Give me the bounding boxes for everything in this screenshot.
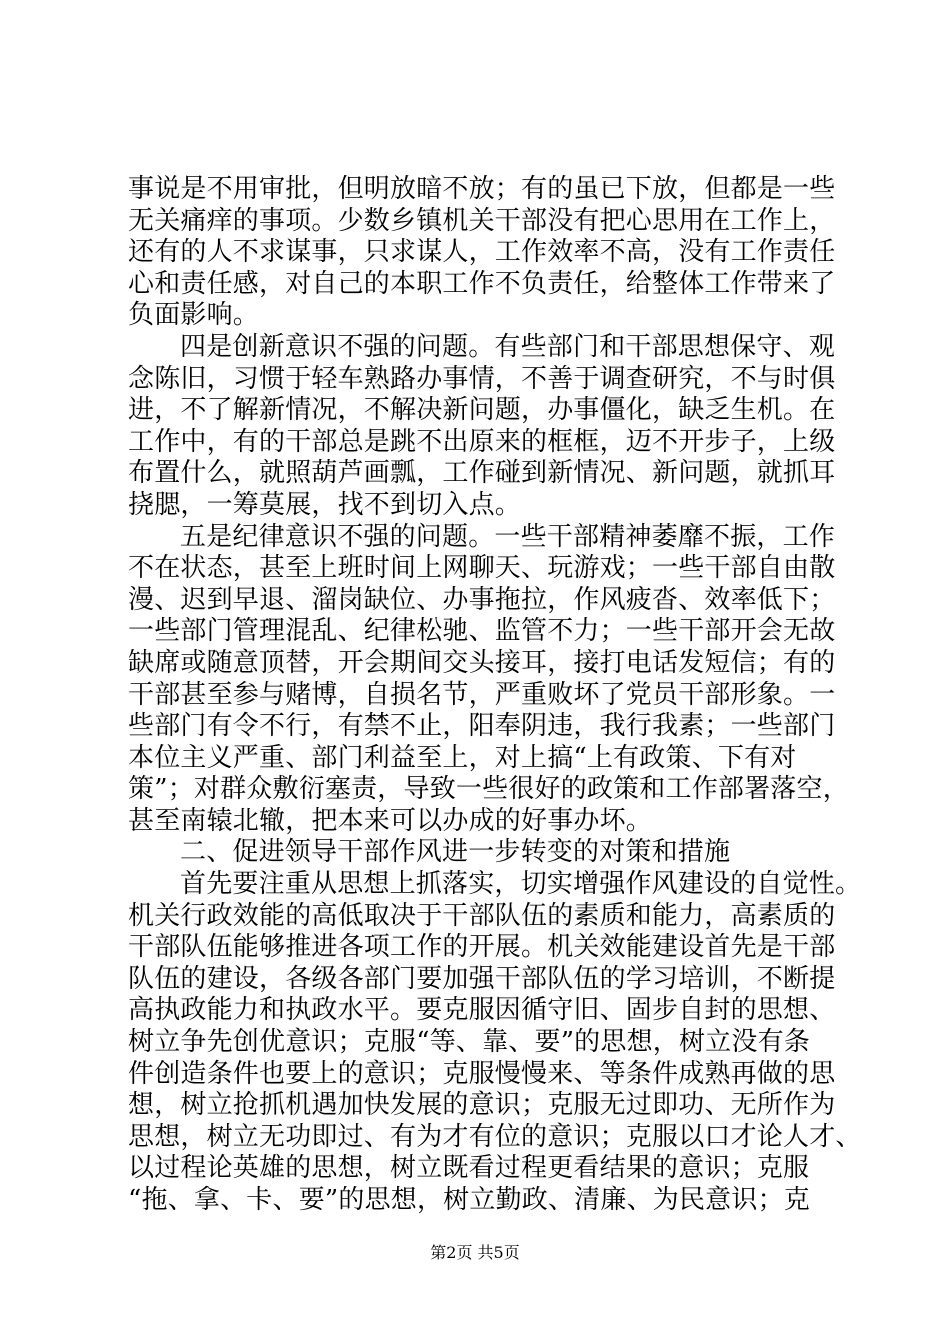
text-line: 二、促进领导干部作风进一步转变的对策和措施 [180, 837, 731, 868]
text-line: 队伍的建设，各级各部门要加强干部队伍的学习培训，不断提 [128, 963, 836, 994]
text-line: “拖、拿、卡、要”的思想，树立勤政、清廉、为民意识；克 [128, 1185, 810, 1215]
text-line: 干部队伍能够推进各项工作的开展。机关效能建设首先是干部 [128, 932, 836, 963]
text-line: 漫、迟到早退、溜岗缺位、办事拖拉，作风疲沓、效率低下； [128, 584, 836, 615]
text-line: 无关痛痒的事项。少数乡镇机关干部没有把心思用在工作上， [128, 205, 836, 236]
text-line: 四是创新意识不强的问题。有些部门和干部思想保守、观 [180, 331, 836, 362]
document-body [128, 174, 862, 1217]
text-line: 首先要注重从思想上抓落实，切实增强作风建设的自觉性。 [180, 869, 862, 900]
text-line: 思想，树立无功即过、有为才有位的意识；克服以口才论人才、 [128, 1121, 862, 1152]
text-line: 高执政能力和执政水平。要克服因循守旧、固步自封的思想、 [128, 995, 836, 1026]
text-line: 布置什么，就照葫芦画瓢，工作碰到新情况、新问题，就抓耳 [128, 458, 836, 489]
text-line: 本位主义严重、部门利益至上，对上搞“上有政策、下有对 [128, 742, 797, 773]
text-line: 干部甚至参与赌博，自损名节，严重败坏了党员干部形象。一 [128, 679, 836, 710]
text-line: 不在状态，甚至上班时间上网聊天、玩游戏；一些干部自由散 [128, 553, 836, 584]
text-line: 五是纪律意识不强的问题。一些干部精神萎靡不振，工作 [180, 521, 836, 552]
text-line: 念陈旧，习惯于轻车熟路办事情，不善于调查研究，不与时俱 [128, 363, 836, 394]
text-line: 以过程论英雄的思想，树立既看过程更看结果的意识；克服 [128, 1153, 810, 1184]
text-line: 件创造条件也要上的意识；克服慢慢来、等条件成熟再做的思 [128, 1058, 836, 1089]
text-line: 一些部门管理混乱、纪律松驰、监管不力；一些干部开会无故 [128, 616, 836, 647]
text-line: 挠腮，一筹莫展，找不到切入点。 [128, 489, 522, 520]
text-line: 还有的人不求谋事，只求谋人，工作效率不高，没有工作责任 [128, 237, 836, 268]
text-line: 策”；对群众敷衍塞责，导致一些很好的政策和工作部署落空， [128, 774, 849, 805]
text-line: 缺席或随意顶替，开会期间交头接耳，接打电话发短信；有的 [128, 647, 836, 678]
text-line: 进，不了解新情况，不解决新问题，办事僵化，缺乏生机。在 [128, 395, 836, 426]
text-line: 树立争先创优意识；克服“等、靠、要”的思想，树立没有条 [128, 1027, 810, 1058]
page-footer: 第2页 共5页 [430, 1243, 520, 1262]
text-line: 机关行政效能的高低取决于干部队伍的素质和能力，高素质的 [128, 900, 836, 931]
text-line: 负面影响。 [128, 300, 260, 331]
text-line: 些部门有令不行，有禁不止，阳奉阴违，我行我素；一些部门 [128, 711, 836, 742]
text-line: 想，树立抢抓机遇加快发展的意识；克服无过即功、无所作为 [128, 1090, 836, 1121]
text-line: 事说是不用审批，但明放暗不放；有的虽已下放，但都是一些 [128, 174, 836, 204]
text-line: 心和责任感，对自己的本职工作不负责任，给整体工作带来了 [128, 268, 836, 299]
text-line: 甚至南辕北辙，把本来可以办成的好事办坏。 [128, 805, 653, 836]
text-line: 工作中，有的干部总是跳不出原来的框框，迈不开步子，上级 [128, 426, 836, 457]
